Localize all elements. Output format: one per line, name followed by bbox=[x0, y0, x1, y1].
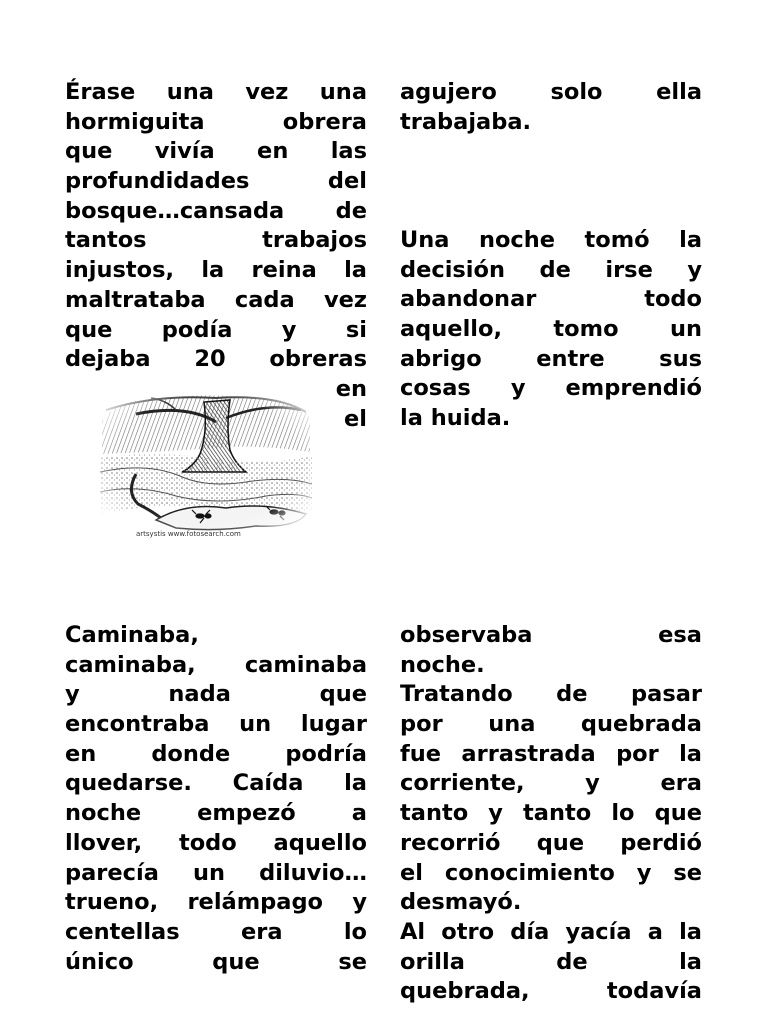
text-line: bosque…cansada de bbox=[65, 197, 367, 224]
text-line: encontraba un lugar bbox=[65, 711, 367, 738]
text-line: orilla de la bbox=[400, 948, 702, 975]
text-line: corriente, y era bbox=[400, 770, 702, 797]
text-line: trabajaba. bbox=[400, 108, 532, 135]
text-line: único que se bbox=[65, 948, 367, 975]
text-line: centellas era lo bbox=[65, 918, 367, 945]
story-paragraph-1-continued bbox=[400, 78, 702, 137]
text-line: Caminaba, bbox=[65, 622, 199, 648]
story-paragraph-2 bbox=[400, 226, 702, 434]
text-line: Tratando de pasar bbox=[400, 681, 702, 708]
text-line: en donde podría bbox=[65, 740, 367, 767]
text-line: trueno, relámpago y bbox=[65, 889, 367, 916]
text-line: fue arrastrada por la bbox=[400, 740, 702, 767]
text-line: dejaba 20 obreras bbox=[65, 346, 367, 373]
text-line: recorrió que perdió bbox=[400, 829, 702, 856]
text-line: hormiguita obrera bbox=[65, 108, 367, 135]
text-line: tantos trabajos bbox=[65, 227, 367, 254]
text-line: parecía un diluvio… bbox=[65, 859, 367, 886]
story-paragraph-4 bbox=[400, 621, 702, 1007]
text-line: observaba esa bbox=[400, 622, 702, 648]
story-paragraph-1 bbox=[65, 78, 367, 434]
text-line: Érase una vez una bbox=[65, 79, 367, 105]
text-line: injustos, la reina la bbox=[65, 257, 367, 284]
text-line: caminaba, caminaba bbox=[65, 651, 367, 678]
text-line: profundidades del bbox=[65, 168, 367, 195]
text-line: tanto y tanto lo que bbox=[400, 800, 702, 827]
text-line: decisión de irse y bbox=[400, 256, 702, 283]
text-line: el conocimiento y se bbox=[400, 859, 702, 886]
text-line-tail: en bbox=[335, 375, 367, 402]
text-line: noche empezó a bbox=[65, 800, 367, 827]
text-line: por una quebrada bbox=[400, 711, 702, 738]
text-line: quebrada, todavía bbox=[400, 978, 702, 1005]
text-line: desmayó. bbox=[400, 889, 522, 916]
text-line: quedarse. Caída la bbox=[65, 770, 367, 797]
text-line: y nada que bbox=[65, 681, 367, 708]
text-line: aquello, tomo un bbox=[400, 316, 702, 343]
text-line: maltrataba cada vez bbox=[65, 286, 367, 313]
image-credit-caption: artsystis www.fotosearch.com bbox=[136, 530, 241, 538]
text-line: Una noche tomó la bbox=[400, 227, 702, 253]
text-line: cosas y emprendió bbox=[400, 375, 702, 402]
engraving-image bbox=[96, 392, 318, 544]
text-line: la huida. bbox=[400, 405, 511, 432]
text-line: llover, todo aquello bbox=[65, 829, 367, 856]
story-paragraph-3 bbox=[65, 621, 367, 977]
text-line: que vivía en las bbox=[65, 138, 367, 165]
tree-illustration bbox=[96, 392, 318, 544]
text-line: que podía y si bbox=[65, 316, 367, 343]
text-line: abandonar todo bbox=[400, 286, 702, 313]
text-line: noche. bbox=[400, 651, 485, 678]
text-line: Al otro día yacía a la bbox=[400, 918, 702, 945]
text-line-tail: el bbox=[344, 405, 367, 432]
text-line: agujero solo ella bbox=[400, 79, 702, 105]
text-line: abrigo entre sus bbox=[400, 345, 702, 372]
